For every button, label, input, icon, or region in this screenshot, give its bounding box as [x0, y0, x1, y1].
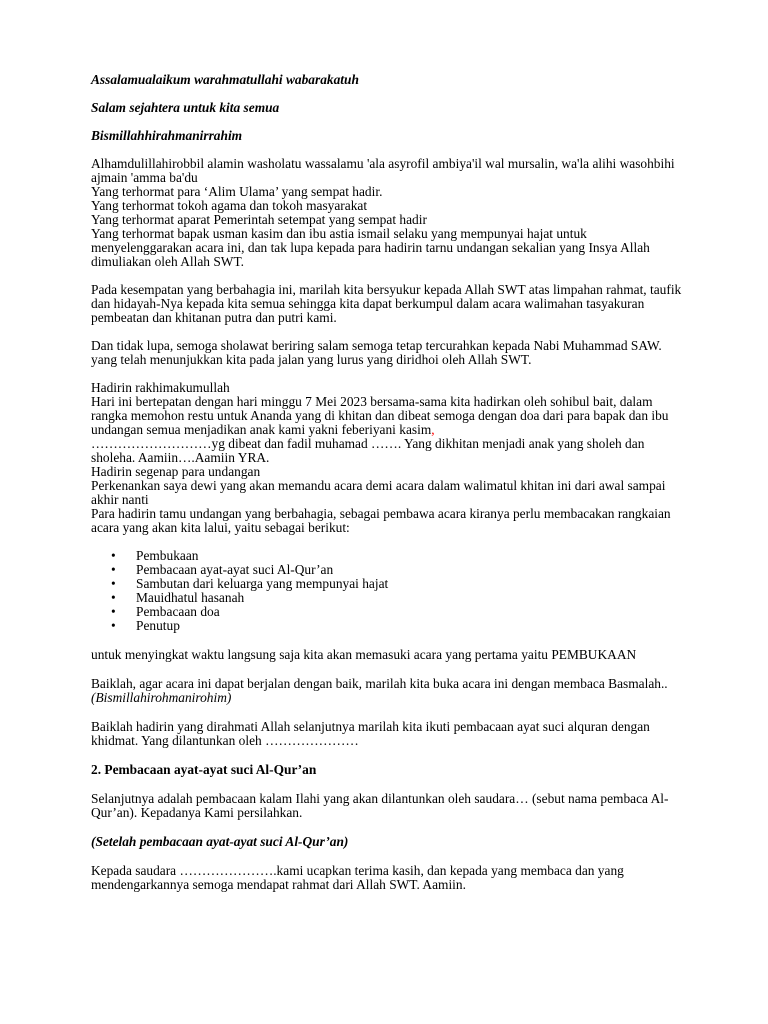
opening-block	[91, 157, 691, 269]
greeting-line: Assalamualaikum warahmatullahi wabarakatuh	[91, 72, 359, 87]
hadirin-text-b: ………………………yg dibeat dan fadil muhamad ……. Yang dikhitan menjadi anak yang sholeh dan sholeha. Aamiin….Aamiin YRA.	[91, 436, 645, 465]
agenda-list	[91, 549, 691, 633]
opening-line: Yang terhormat tokoh agama dan tokoh masyarakat	[91, 198, 368, 213]
opening-line: Yang terhormat aparat Pemerintah setempat yang sempat hadir	[91, 212, 427, 227]
agenda-item: • Sambutan dari keluarga yang mempunyai hajat	[91, 577, 691, 591]
pembukaan-paragraph: untuk menyingkat waktu langsung saja kita akan memasuki acara yang pertama yaitu PEMBUKAAN	[91, 647, 637, 662]
section-2-title: 2. Pembacaan ayat-ayat suci Al-Qur’an	[91, 762, 317, 777]
setelah-line: (Setelah pembacaan ayat-ayat suci Al-Qur’an)	[91, 834, 349, 849]
document-body	[91, 73, 691, 892]
hadirin-title: Hadirin rakhimakumullah	[91, 380, 230, 395]
agenda-item: • Pembukaan	[91, 549, 691, 563]
opening-line: Yang terhormat para ‘Alim Ulama’ yang sempat hadir.	[91, 184, 383, 199]
hadirin-text-a: Hari ini bertepatan dengan hari minggu 7 Mei 2023 bersama-sama kita hadirkan oleh sohibul bait, dalam rangka memohon restu untuk Ananda yang di khitan dan dibeat semoga dengan doa dari para bapak dan ibu undangan semua menjadikan anak kami yakni feberiyani kasim	[91, 394, 669, 437]
basmalah-line: Bismillahhirahmanirrahim	[91, 128, 243, 143]
salam-line: Salam sejahtera untuk kita semua	[91, 100, 280, 115]
red-comma: ,	[431, 422, 435, 437]
kepada-paragraph: Kepada saudara ………………….kami ucapkan terima kasih, dan kepada yang membaca dan yang mendengarkannya semoga mendapat rahmat dari Allah SWT. Aamiin.	[91, 863, 624, 892]
opening-line: Yang terhormat bapak usman kasim dan ibu astia ismail selaku yang mempunyai hajat untuk menyelenggarakan acara ini, dan tak lupa kepada para hadirin tarnu undangan sekalian yang Insya Allah dimuliakan oleh Allah SWT.	[91, 226, 650, 269]
agenda-item: • Penutup	[91, 619, 691, 633]
hadirin-block	[91, 381, 691, 535]
baiklah-text: Baiklah, agar acara ini dapat berjalan dengan baik, marilah kita buka acara ini dengan membaca Basmalah..	[91, 676, 668, 691]
baiklah-basmalah-paragraph	[91, 677, 691, 705]
perkenankan-line: Perkenankan saya dewi yang akan memandu acara demi acara dalam walimatul khitan ini dari awal sampai akhir nanti	[91, 478, 666, 507]
selanjutnya-paragraph: Selanjutnya adalah pembacaan kalam Ilahi yang akan dilantunkan oleh saudara… (sebut nama pembaca Al-Qur’an). Kepadanya Kami persilahkan.	[91, 791, 669, 820]
agenda-item: • Pembacaan ayat-ayat suci Al-Qur’an	[91, 563, 691, 577]
basmalah-italic: (Bismillahirohmanirohim)	[91, 690, 232, 705]
para-hadirin-line: Para hadirin tamu undangan yang berbahagia, sebagai pembawa acara kiranya perlu membacakan rangkaian acara yang akan kita lalui, yaitu sebagai berikut:	[91, 506, 671, 535]
baiklah-quran-paragraph: Baiklah hadirin yang dirahmati Allah selanjutnya marilah kita ikuti pembacaan ayat suci alquran dengan khidmat. Yang dilantunkan oleh …………………	[91, 719, 650, 748]
hadirin-paragraph	[91, 395, 691, 465]
agenda-item: • Mauidhatul hasanah	[91, 591, 691, 605]
segenap-line: Hadirin segenap para undangan	[91, 464, 261, 479]
sholawat-paragraph: Dan tidak lupa, semoga sholawat beriring salam semoga tetap tercurahkan kepada Nabi Muhammad SAW. yang telah menunjukkan kita pada jalan yang lurus yang diridhoi oleh Allah SWT.	[91, 338, 662, 367]
agenda-item: • Pembacaan doa	[91, 605, 691, 619]
opening-line: Alhamdulillahirobbil alamin washolatu wassalamu 'ala asyrofil ambiya'il wal mursalin, wa'la alihi wasohbihi ajmain 'amma ba'du	[91, 156, 675, 185]
syukur-paragraph: Pada kesempatan yang berbahagia ini, marilah kita bersyukur kepada Allah SWT atas limpahan rahmat, taufik dan hidayah-Nya kepada kita semua sehingga kita dapat berkumpul dalam acara walimahan tasyakuran pembeatan dan khitanan putra dan putri kami.	[91, 282, 682, 325]
